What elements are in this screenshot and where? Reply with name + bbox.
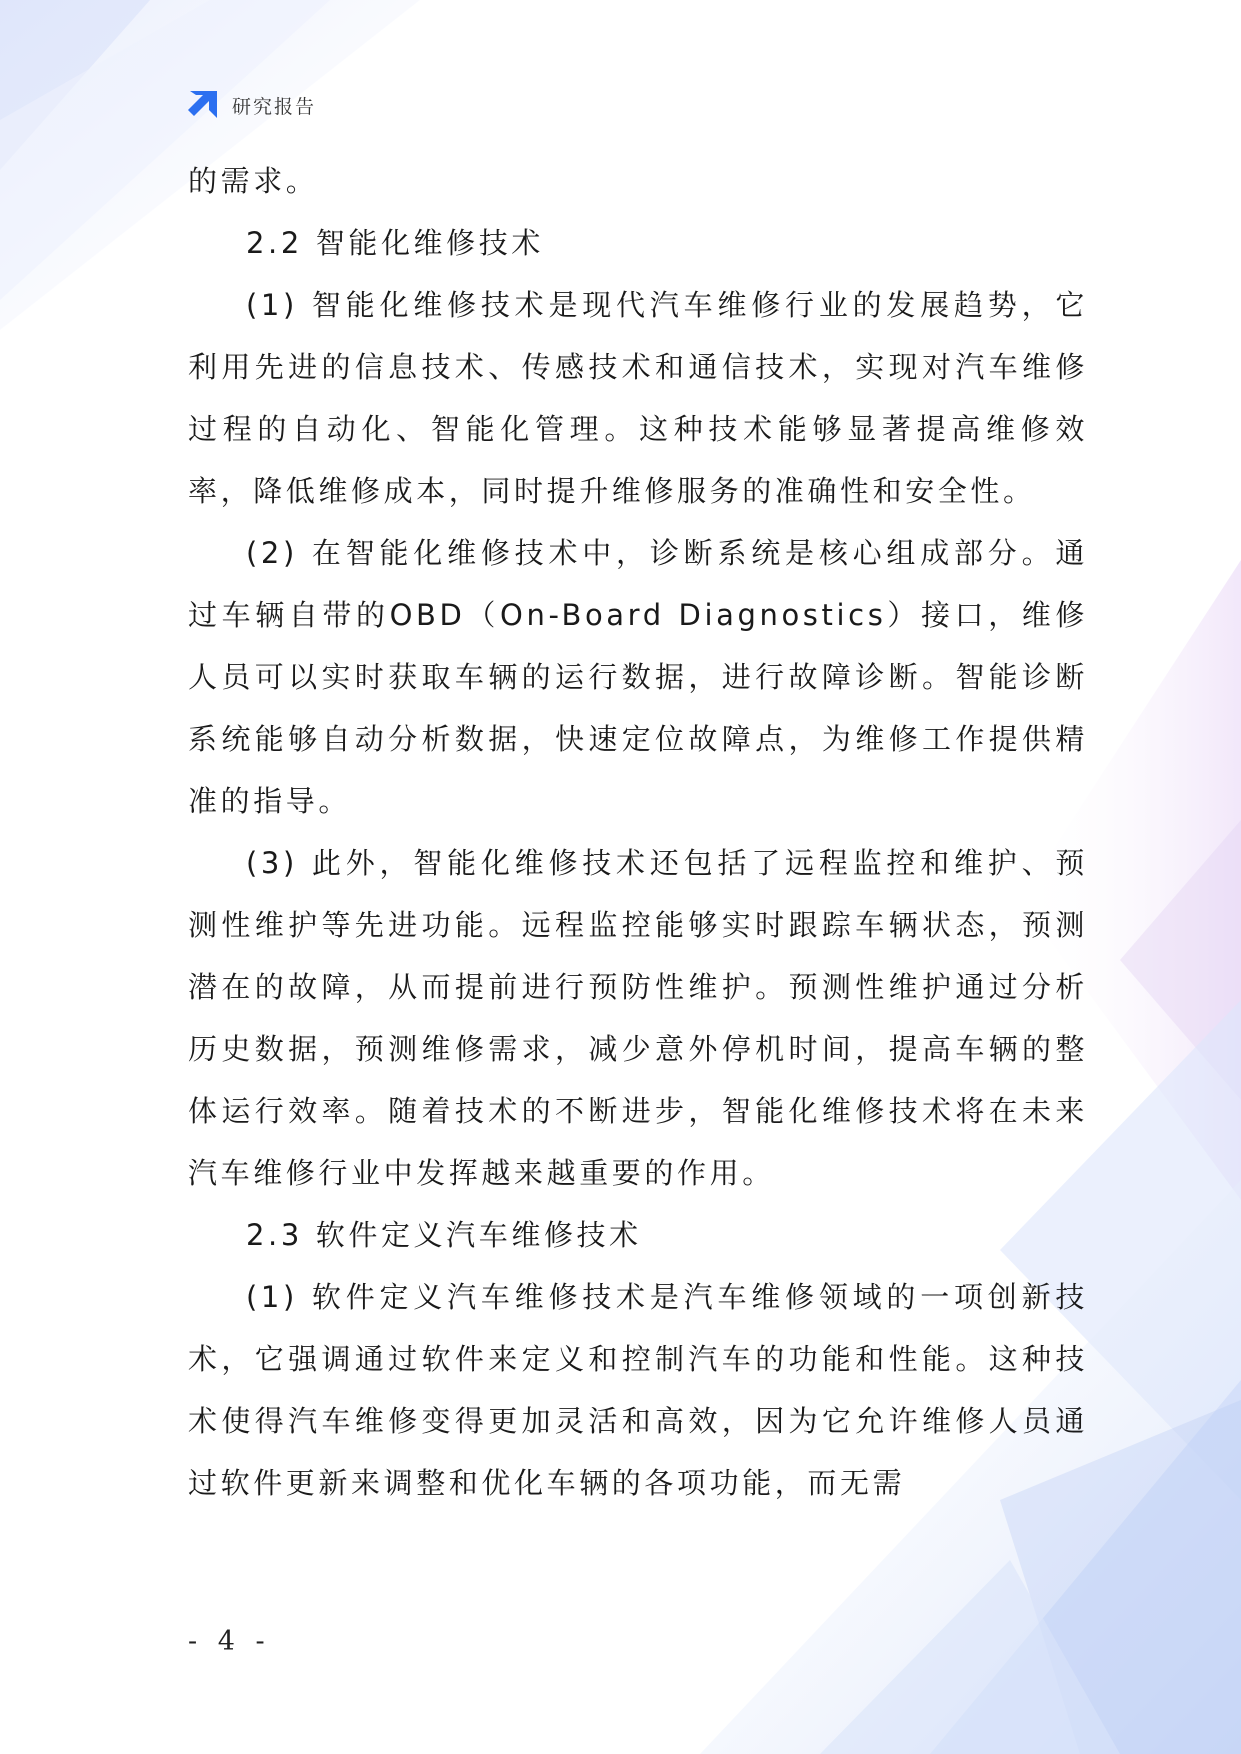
section-heading-2-2: 2.2 智能化维修技术 (246, 226, 544, 260)
report-header (186, 88, 316, 122)
header-title: 研究报告 (232, 95, 317, 118)
paragraph-2-3-1: (1) 软件定义汽车维修技术是汽车维修领域的一项创新技术，它强调通过软件来定义和控制汽车的功能和性能。这种技术使得汽车维修变得更加灵活和高效，因为它允许维修人员通过软件更新来调整和优化车辆的各项功能，而无需 (188, 1280, 1088, 1500)
paragraph-continuation: 的需求。 (188, 164, 319, 198)
page-number: - 4 - (188, 1626, 271, 1657)
section-heading-2-3: 2.3 软件定义汽车维修技术 (246, 1218, 642, 1252)
paragraph-2-2-1: (1) 智能化维修技术是现代汽车维修行业的发展趋势，它利用先进的信息技术、传感技术和通信技术，实现对汽车维修过程的自动化、智能化管理。这种技术能够显著提高维修效率，降低维修成本，同时提升维修服务的准确性和安全性。 (188, 288, 1088, 508)
arrow-up-right-icon (186, 88, 220, 122)
paragraph-2-2-2: (2) 在智能化维修技术中，诊断系统是核心组成部分。通过车辆自带的OBD（On-Board Diagnostics）接口，维修人员可以实时获取车辆的运行数据，进行故障诊断。智能诊断系统能够自动分析数据，快速定位故障点，为维修工作提供精准的指导。 (188, 536, 1088, 818)
paragraph-2-2-3: (3) 此外，智能化维修技术还包括了远程监控和维护、预测性维护等先进功能。远程监控能够实时跟踪车辆状态，预测潜在的故障，从而提前进行预防性维护。预测性维护通过分析历史数据，预测维修需求，减少意外停机时间，提高车辆的整体运行效率。随着技术的不断进步，智能化维修技术将在未来汽车维修行业中发挥越来越重要的作用。 (188, 846, 1088, 1190)
document-body (188, 150, 1088, 1514)
